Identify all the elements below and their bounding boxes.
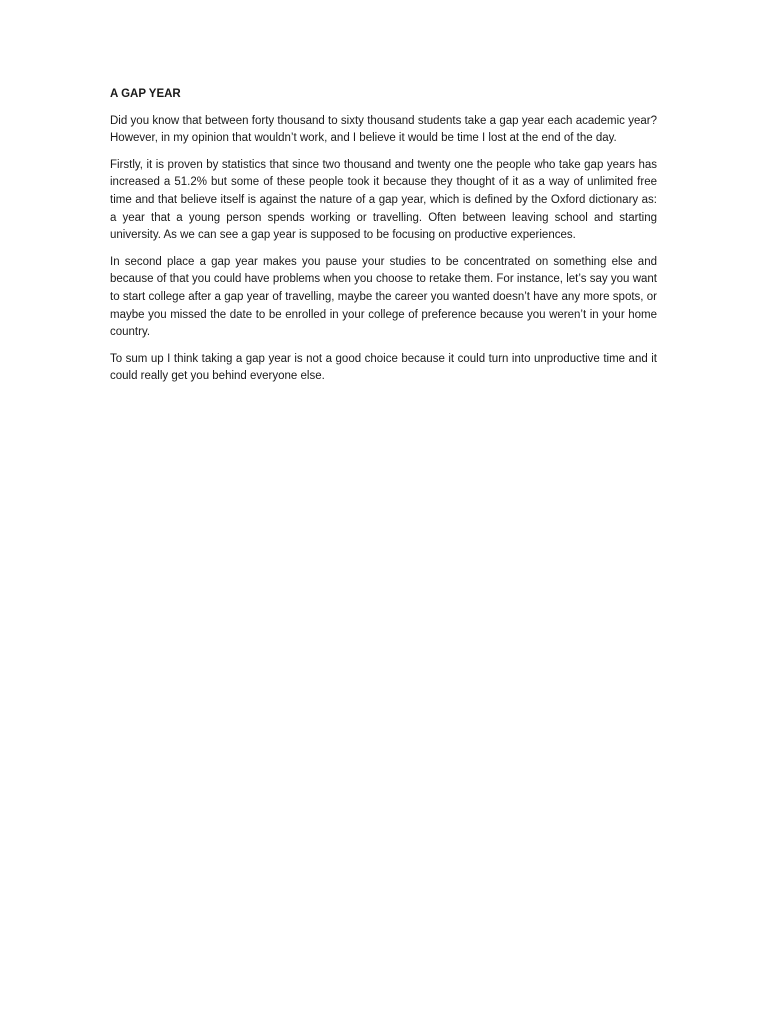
document-title: A GAP YEAR: [110, 88, 181, 100]
paragraph-second-place: In second place a gap year makes you pause your studies to be concentrated on something else and because of that you could have problems when you choose to retake them. For instance, let’s say you want to start college after a gap year of travelling, maybe the career you wanted doesn’t have any more spots, or maybe you missed the date to be enrolled in your college of preference because you weren’t in your home country.: [110, 255, 657, 339]
paragraph-intro: Did you know that between forty thousand to sixty thousand students take a gap year each academic year? However, in my opinion that wouldn’t work, and I believe it would be time I lost at the end of the day.: [110, 114, 657, 145]
paragraph-firstly: Firstly, it is proven by statistics that since two thousand and twenty one the people who take gap years has increased a 51.2% but some of these people took it because they thought of it as a way of unlimited free time and that believe itself is against the nature of a gap year, which is defined by the Oxford dictionary as: a year that a young person spends working or travelling. Often between leaving school and starting university. As we can see a gap year is supposed to be focusing on productive experiences.: [110, 158, 657, 242]
paragraph-conclusion: To sum up I think taking a gap year is not a good choice because it could turn into unproductive time and it could really get you behind everyone else.: [110, 352, 657, 383]
document-page: [110, 86, 657, 395]
